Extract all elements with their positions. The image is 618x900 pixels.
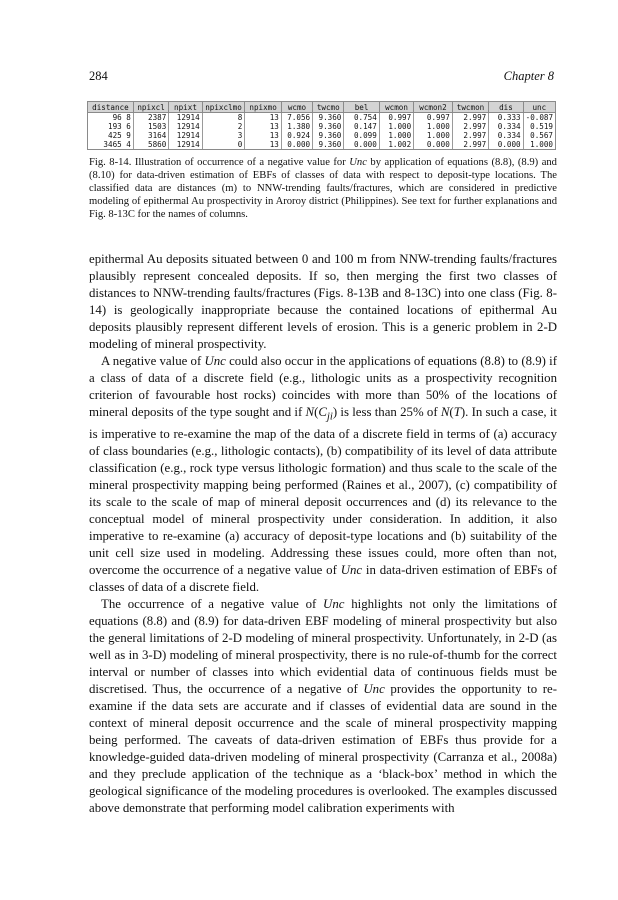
table-cell: 12914 (169, 122, 202, 131)
table-cell: 13 (245, 131, 281, 140)
table-cell: 13 (245, 113, 281, 123)
data-table (87, 101, 556, 150)
p2-text-d: ). In such a case, it is imperative to re-examine the map of the data of a discrete field in terms of (a) accuracy of class boundaries (e.g., lithologic contacts), (b) compatibility of its level of data attribute classification (e.g., rock type versus lithologic formation) and thus scale to the scale of the mineral prospectivity mapping being performed (Raines et al., 2007), (c) compatibility of its scale to the scale of map of mineral deposit occurrences and (d) its relevance to the conceptual model of mineral prospectivity under consideration. In addition, it also imperative to re-examine (a) accuracy of deposit-type locations and (b) suitability of the unit cell size used in modeling. Addressing these issues could, more often than not, overcome the occurrence of a negative value of (89, 405, 557, 577)
table-cell: 0.000 (344, 140, 379, 150)
column-header: npixmo (245, 102, 281, 113)
table-cell: 1.000 (414, 131, 453, 140)
p2-sub-ji: ji (326, 410, 333, 423)
table-cell: 9.360 (313, 140, 344, 150)
table-cell: 2 (202, 122, 245, 131)
table-cell: 2.997 (452, 113, 488, 123)
column-header: npixcl (133, 102, 168, 113)
table-header-row (88, 102, 556, 113)
table-cell: 1.000 (523, 140, 555, 150)
table-cell: 1.000 (379, 131, 413, 140)
p2-text-c: ) is less than 25% of (332, 405, 441, 419)
caption-text-1: Fig. 8-14. Illustration of occurrence of a negative value for (89, 157, 350, 168)
table-cell: 0.000 (281, 140, 312, 150)
table-cell: 9.360 (313, 131, 344, 140)
caption-unc: Unc (349, 157, 367, 168)
table-cell: 1503 (133, 122, 168, 131)
table-cell: 96 8 (112, 113, 131, 122)
column-header: wcmon (379, 102, 413, 113)
p2-paren1: ( (314, 405, 319, 419)
table-cell: 9.360 (313, 122, 344, 131)
table-cell: 9.360 (313, 113, 344, 123)
column-header: distance (88, 102, 134, 113)
p2-unc-2: Unc (340, 562, 363, 577)
table-cell: 2.997 (452, 122, 488, 131)
table-cell: 0.519 (523, 122, 555, 131)
table-cell: 3 (202, 131, 245, 140)
p2-t: T (453, 405, 461, 419)
p2-c: C (318, 405, 327, 419)
table-cell: 7.056 (281, 113, 312, 123)
table-cell: 0.333 (489, 113, 523, 123)
page-number: 284 (89, 69, 108, 83)
column-header: twcmo (313, 102, 344, 113)
table-cell: 0 (202, 140, 245, 150)
p3-text-a: The occurrence of a negative value of (101, 596, 324, 611)
table-cell: 3465 4 (88, 140, 134, 150)
table-cell: 12914 (169, 140, 202, 150)
p2-text-b: could also occur in the applications of equations (8.8) to (8.9) if a class of data of a discrete field (e.g., lithologic units as a prospectivity recognition criterion of favourable host rocks) coincides with more than 50% of the locations of mineral deposits of the type sought and if (89, 354, 557, 419)
table-cell: 2387 (133, 113, 168, 123)
table-cell: 0.000 (489, 140, 523, 150)
p2-n2: N (440, 405, 450, 419)
table-row (88, 122, 556, 131)
column-header: bel (344, 102, 379, 113)
table-cell: 1.000 (414, 122, 453, 131)
table-cell: 0.147 (344, 122, 379, 131)
p3-unc: Unc (323, 596, 345, 611)
table-cell: 193 6 (108, 122, 131, 131)
p2-paren2: ( (449, 405, 454, 419)
p2-unc: Unc (204, 354, 226, 368)
p3-text-c: provides the opportunity to re-examine if the data sets are accurate and if classes of evidential data are sound in the context of mineral deposit occurrence and the scale of mineral prospectivity mapping being performed. The caveats of data-driven estimation of EBFs thus provide for a knowledge-guided data-driven modeling of mineral prospectivity (Carranza et al., 2008a) and they preclude application of the technique as a ‘black-box’ method in which the geological significance of the modeling procedures is overlooked. The examples discussed above demonstrate that performing model calibration experiments with (89, 681, 557, 815)
table-cell: 2.997 (452, 140, 488, 150)
caption-text-2: by application of equations (8.8), (8.9) and (8.10) for data-driven estimation of EBFs of classes of data with respect to deposit-type locations. The classified data are distances (m) to NNW-trending faults/fractures, which are considered in predictive modeling of epithermal Au prospectivity in Aroroy district (Philippines). See text for further explanations and Fig. 8-13C for the names of columns. (89, 157, 557, 220)
paragraph-3 (89, 596, 557, 817)
table-cell: 0.000 (414, 140, 453, 150)
table-cell: 425 9 (108, 131, 131, 140)
table-cell: 0.334 (489, 131, 523, 140)
table-cell: 1.000 (379, 122, 413, 131)
table-cell: 3164 (133, 131, 168, 140)
table-cell: 8 (202, 113, 245, 123)
column-header: wcmo (281, 102, 312, 113)
table-cell: 0.924 (281, 131, 312, 140)
p3-text-b: highlights not only the limitations of equations (8.8) and (8.9) for data-driven EBF modeling of mineral prospectivity but also the general limitations of 2-D modeling of mineral prospectivity. Unfortunately, in 2-D (as well as in 3-D) modeling of mineral prospectivity, there is no rule-of-thumb for the correct interval or number of classes into which evidential data of continuous fields must be discretised. Thus, the occurrence of a negative of (89, 596, 557, 696)
table-cell: 0.334 (489, 122, 523, 131)
table-cell: 12914 (169, 113, 202, 123)
table-cell: 5860 (133, 140, 168, 150)
table-cell: 0.754 (344, 113, 379, 123)
table-cell: 0.997 (379, 113, 413, 123)
paragraph-2 (89, 353, 557, 596)
table-body (88, 113, 556, 150)
p2-text-a: A negative value of (101, 354, 205, 368)
column-header: npixt (169, 102, 202, 113)
column-header: dis (489, 102, 523, 113)
figure-caption (89, 157, 557, 222)
table-cell: 13 (245, 122, 281, 131)
table-cell: 12914 (169, 131, 202, 140)
column-header: unc (523, 102, 555, 113)
table-cell: 0.997 (414, 113, 453, 123)
table-row (88, 140, 556, 150)
paragraph-1: epithermal Au deposits situated between 0 and 100 m from NNW-trending faults/fractures plausibly represent concealed deposits. If so, then merging the first two classes of distances to NNW-trending faults/fractures (Figs. 8-13B and 8-13C) into one class (Fig. 8-14) is geologically inappropriate because the contained locations of epithermal Au deposits plausibly represent different levels of erosion. This is a generic problem in 2-D modeling of mineral prospectivity. (89, 252, 557, 351)
table-cell: 0.099 (344, 131, 379, 140)
body-text (89, 251, 557, 817)
table-cell: -0.087 (523, 113, 555, 123)
p2-text-e: in data-driven estimation of EBFs of classes of data of a discrete field. (89, 562, 557, 594)
table-cell: 1.380 (281, 122, 312, 131)
table-row (88, 113, 556, 123)
table-cell: 1.002 (379, 140, 413, 150)
chapter-title: Chapter 8 (503, 69, 554, 83)
table-cell: 2.997 (452, 131, 488, 140)
table-row (88, 131, 556, 140)
column-header: wcmon2 (414, 102, 453, 113)
p2-n1: N (305, 405, 315, 419)
column-header: twcmon (452, 102, 488, 113)
table-cell: 13 (245, 140, 281, 150)
column-header: npixclmo (202, 102, 245, 113)
p3-unc-2: Unc (363, 681, 385, 696)
running-header (89, 69, 554, 85)
table-cell: 0.567 (523, 131, 555, 140)
